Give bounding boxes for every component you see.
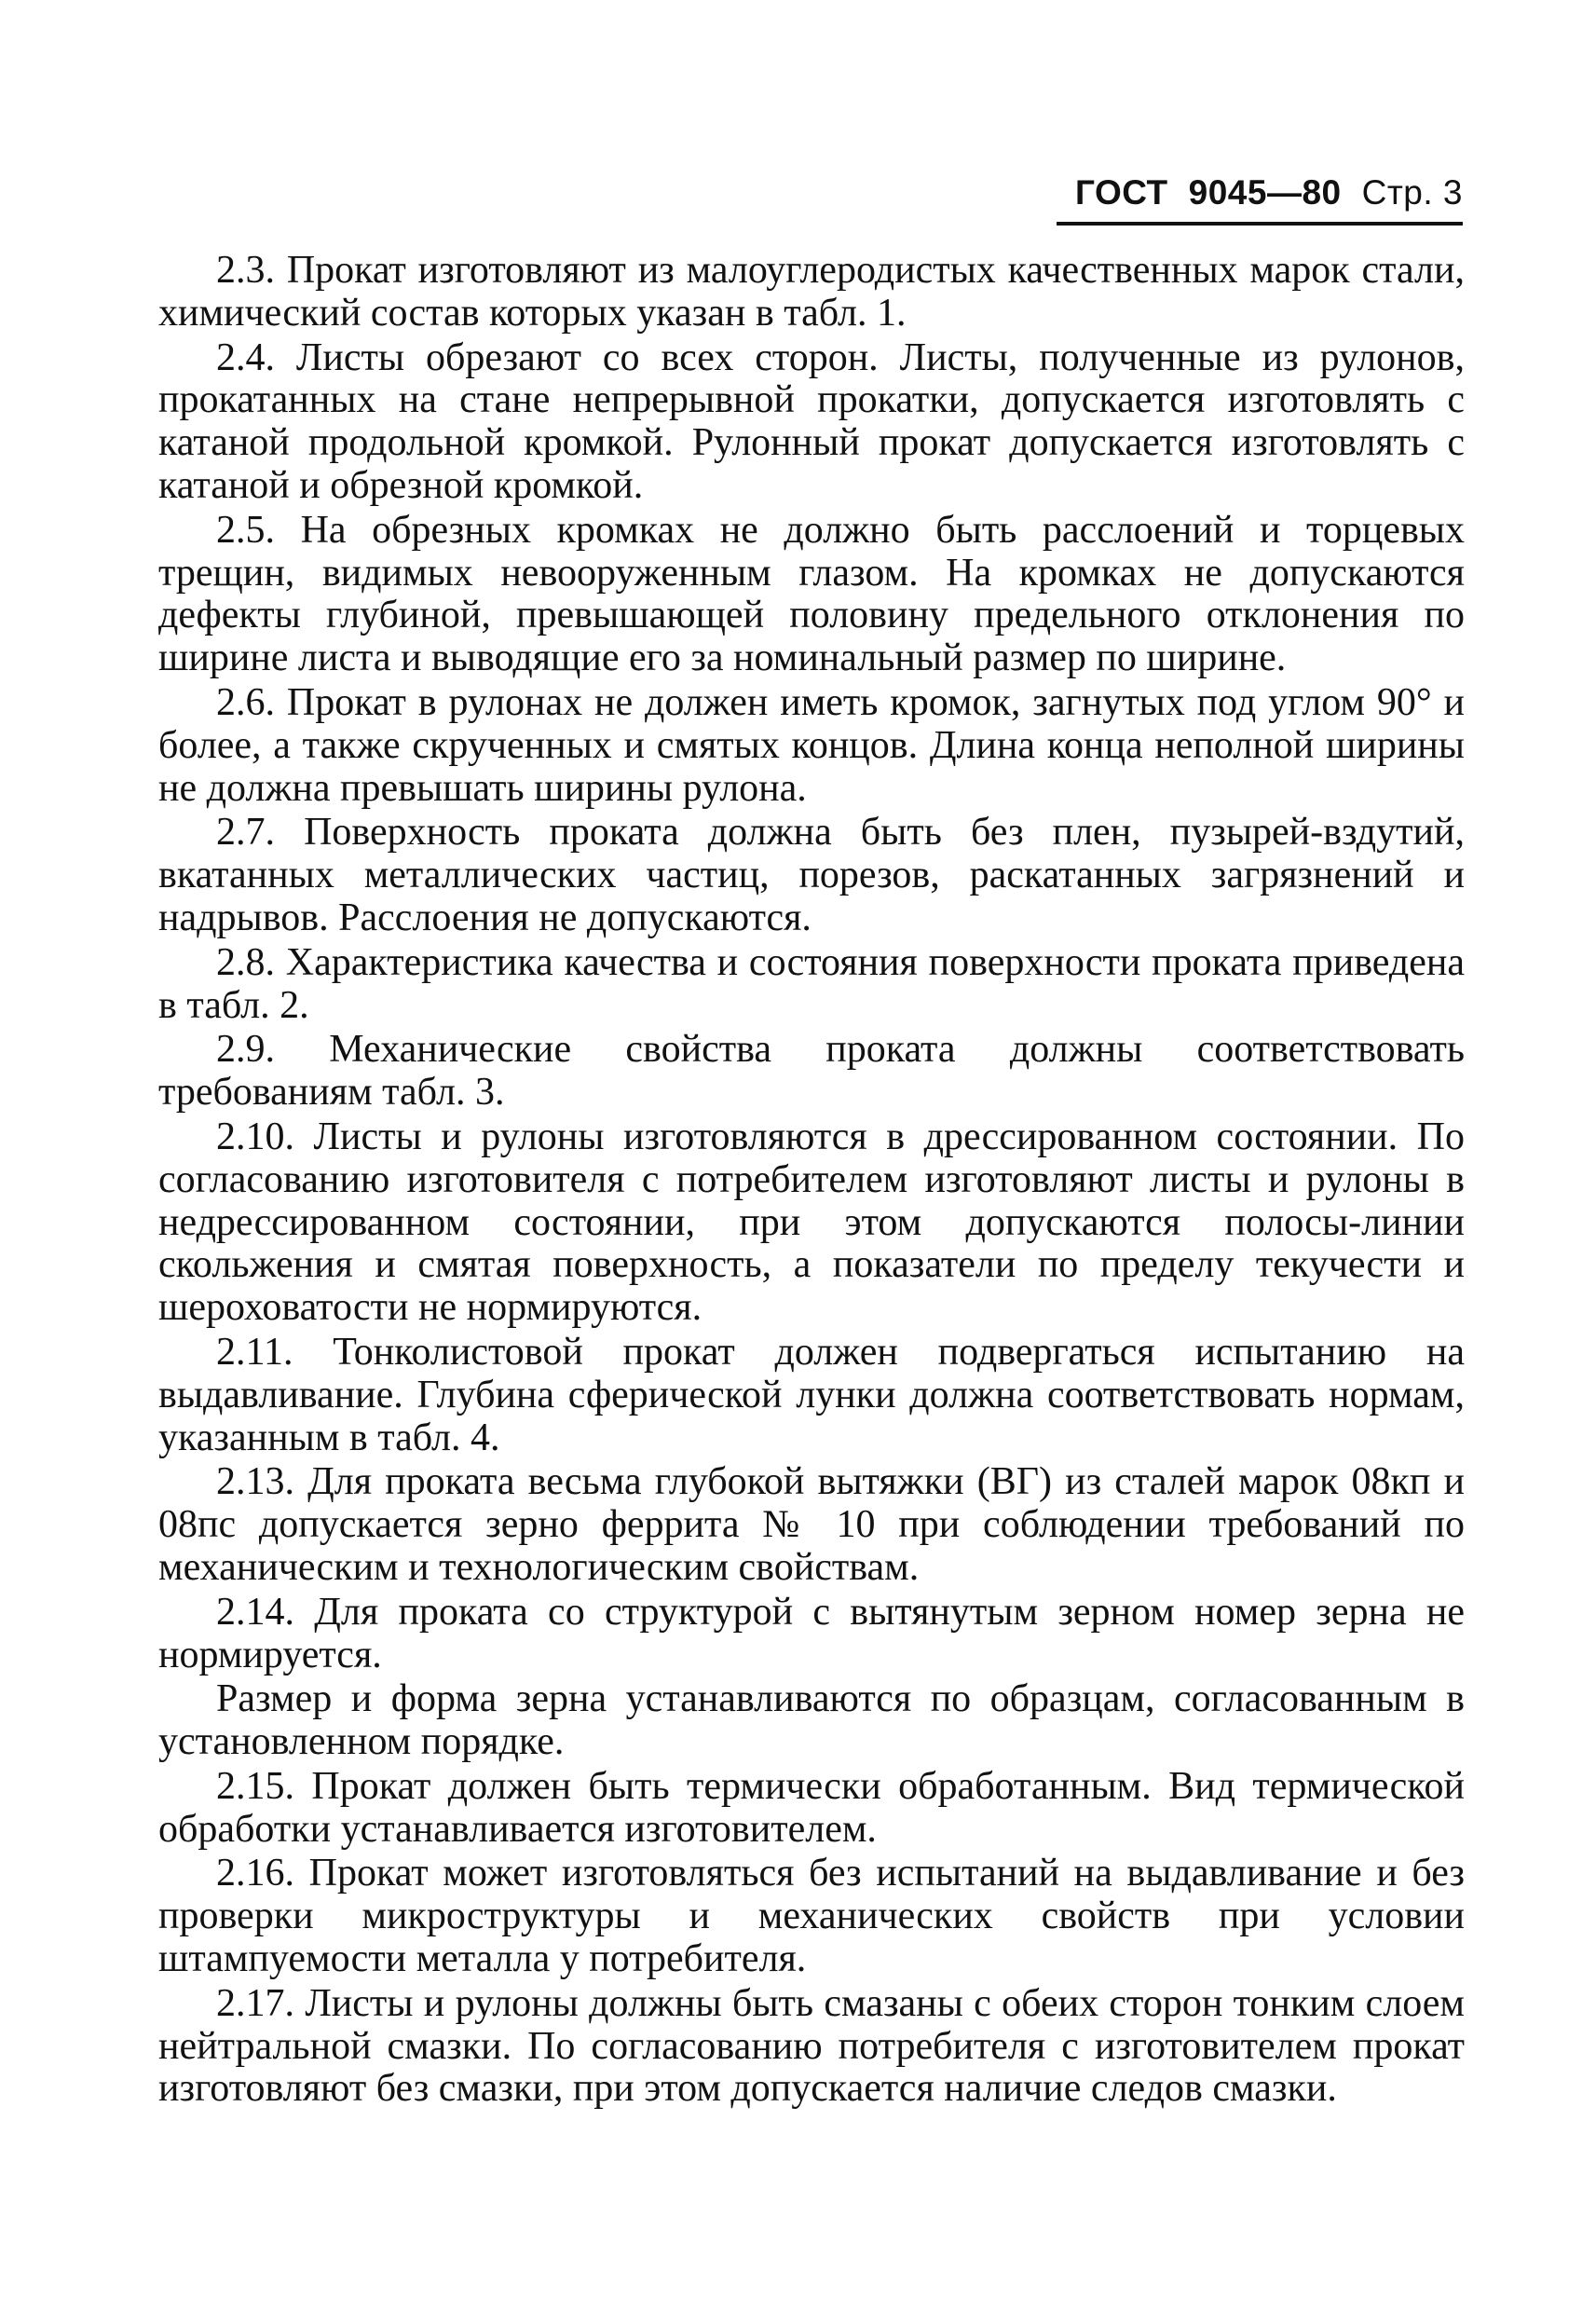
clause-2-6: 2.6. Прокат в рулонах не должен иметь кромок, загнутых под углом 90° и более, а также скрученных и смятых концов. Длина конца неполной ширины не должна превышать ширины рулона. [158,680,1465,810]
document-body [158,250,1465,2111]
clause-2-11: 2.11. Тонколистовой прокат должен подвергаться испытанию на выдавливание. Глубина сферической лунки должна соответствовать нормам, указанным в табл. 4. [158,1330,1465,1459]
clause-2-4: 2.4. Листы обрезают со всех сторон. Листы, полученные из рулонов, прокатанных на стане непрерывной прокатки, допускается изготовлять с катаной продольной кромкой. Рулонный прокат допускается изготовлять с катаной и обрезной кромкой. [158,335,1465,507]
page-header [1053,173,1463,212]
clause-2-14: 2.14. Для проката со структурой с вытянутым зерном номер зерна не нормируется. [158,1590,1465,1676]
standard-number: 9045—80 [1188,173,1342,212]
clause-2-9: 2.9. Механические свойства проката должны соответствовать требованиям табл. 3. [158,1028,1465,1115]
header-rule [1057,222,1463,226]
clause-2-17: 2.17. Листы и рулоны должны быть смазаны с обеих сторон тонким слоем нейтральной смазки. По согласованию потребителя с изготовителем прокат изготовляют без смазки, при этом допускается наличие следов смазки. [158,1981,1465,2111]
page-number: Стр. 3 [1361,173,1463,212]
clause-2-14-continuation: Размер и форма зерна устанавливаются по образцам, согласованным в установленном порядке. [158,1677,1465,1764]
clause-2-3: 2.3. Прокат изготовляют из малоуглеродистых качественных марок стали, химический состав которых указан в табл. 1. [158,249,1465,335]
clause-2-15: 2.15. Прокат должен быть термически обработанным. Вид термической обработки устанавливается изготовителем. [158,1764,1465,1851]
clause-2-13: 2.13. Для проката весьма глубокой вытяжки (ВГ) из сталей марок 08кп и 08пс допускается зерно феррита № 10 при соблюдении требований по механическим и технологическим свойствам. [158,1460,1465,1589]
clause-2-5: 2.5. На обрезных кромках не должно быть расслоений и торцевых трещин, видимых невооруженным глазом. На кромках не допускаются дефекты глубиной, превышающей половину предельного отклонения по ширине листа и выводящие его за номинальный размер по ширине. [158,508,1465,680]
standard-label: ГОСТ [1074,173,1168,212]
clause-2-8: 2.8. Характеристика качества и состояния поверхности проката приведена в табл. 2. [158,940,1465,1027]
clause-2-16: 2.16. Прокат может изготовляться без испытаний на выдавливание и без проверки микроструктуры и механических свойств при условии штампуемости металла у потребителя. [158,1852,1465,1981]
clause-2-10: 2.10. Листы и рулоны изготовляются в дрессированном состоянии. По согласованию изготовителя с потребителем изготовляют листы и рулоны в недрессированном состоянии, при этом допускаются полосы-линии скольжения и смятая поверхность, а показатели по пределу текучести и шероховатости не нормируются. [158,1115,1465,1330]
clause-2-7: 2.7. Поверхность проката должна быть без плен, пузырей-вздутий, вкатанных металлических частиц, порезов, раскатанных загрязнений и надрывов. Расслоения не допускаются. [158,811,1465,939]
